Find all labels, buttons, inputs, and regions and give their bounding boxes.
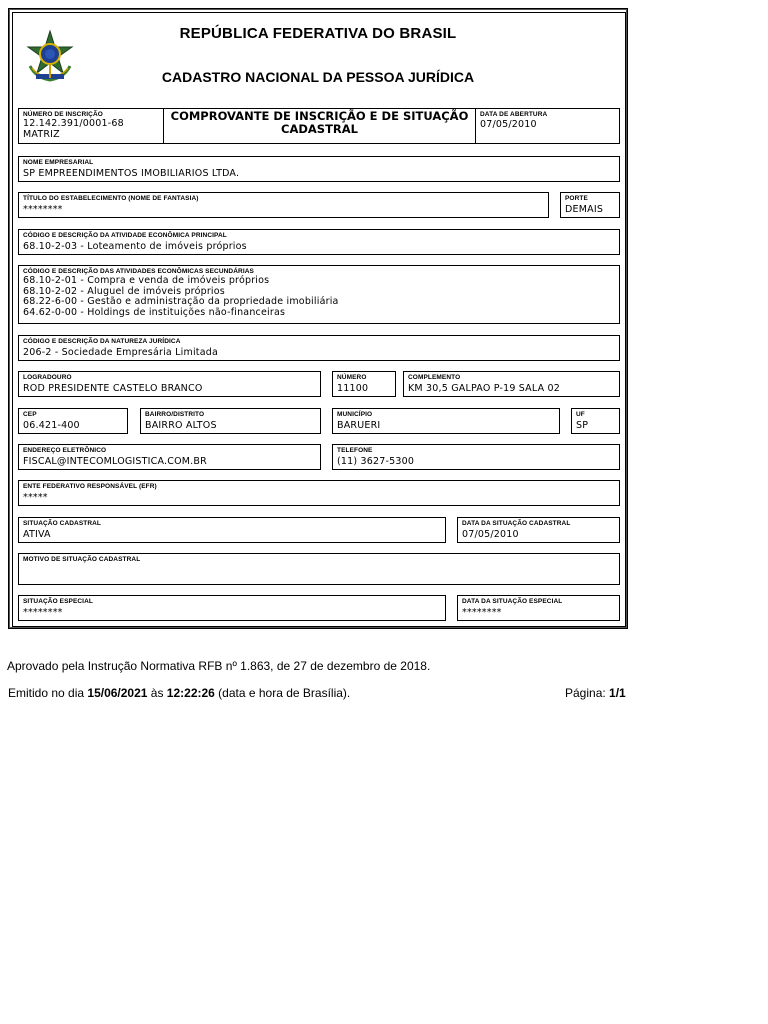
comprovante-box <box>163 108 476 144</box>
data-situacao-label: DATA DA SITUAÇÃO CADASTRAL <box>462 520 571 527</box>
matriz-value: MATRIZ <box>23 128 60 140</box>
bairro-box <box>140 408 321 434</box>
page-prefix: Página: <box>565 686 610 700</box>
complemento-box <box>403 371 620 397</box>
logradouro-value: ROD PRESIDENTE CASTELO BRANCO <box>23 383 203 394</box>
registry-title: CADASTRO NACIONAL DA PESSOA JURÍDICA <box>161 69 475 85</box>
atividade-principal-label: CÓDIGO E DESCRIÇÃO DA ATIVIDADE ECONÔMICA PRINCIPAL <box>23 232 227 239</box>
uf-value: SP <box>576 420 589 431</box>
emission-mid: às <box>147 686 167 700</box>
nome-empresarial-label: NOME EMPRESARIAL <box>23 159 94 166</box>
nome-empresarial-value: SP EMPREENDIMENTOS IMOBILIARIOS LTDA. <box>23 168 240 179</box>
natureza-juridica-value: 206-2 - Sociedade Empresária Limitada <box>23 347 218 358</box>
atividade-secundaria-item: 68.22-6-00 - Gestão e administração da propriedade imobiliária <box>23 296 339 307</box>
situacao-label: SITUAÇÃO CADASTRAL <box>23 520 101 527</box>
numero-inscricao-box <box>18 108 164 144</box>
logradouro-label: LOGRADOURO <box>23 374 72 381</box>
atividade-secundaria-item: 68.10-2-02 - Aluguel de imóveis próprios <box>23 285 225 297</box>
nome-empresarial-box <box>18 156 620 182</box>
emission-time: 12:22:26 <box>166 686 215 700</box>
bairro-label: BAIRRO/DISTRITO <box>145 411 205 418</box>
data-situacao-especial-value: ******** <box>462 607 502 618</box>
telefone-value: (11) 3627-5300 <box>337 456 415 467</box>
cep-label: CEP <box>23 411 37 418</box>
uf-box <box>571 408 620 434</box>
cep-box <box>18 408 128 434</box>
page-value: 1/1 <box>609 686 626 700</box>
emission-date: 15/06/2021 <box>87 686 148 700</box>
situacao-value: ATIVA <box>23 529 51 540</box>
emission-info <box>8 686 350 700</box>
bairro-value: BAIRRO ALTOS <box>145 420 217 431</box>
approval-note: Aprovado pela Instrução Normativa RFB nº 1.863, de 27 de dezembro de 2018. <box>7 659 431 673</box>
complemento-label: COMPLEMENTO <box>408 374 461 381</box>
atividade-principal-value: 68.10-2-03 - Loteamento de imóveis próprios <box>23 241 247 252</box>
situacao-box <box>18 517 446 543</box>
email-value: FISCAL@INTECOMLOGISTICA.COM.BR <box>23 456 207 467</box>
numero-inscricao-label: NÚMERO DE INSCRIÇÃO <box>23 111 103 118</box>
comprovante-title-line2: CADASTRAL <box>281 122 358 136</box>
atividades-secundarias-label: CÓDIGO E DESCRIÇÃO DAS ATIVIDADES ECONÔMICAS SECUNDÁRIAS <box>23 268 254 275</box>
motivo-box <box>18 553 620 585</box>
data-situacao-box <box>457 517 620 543</box>
country-title: REPÚBLICA FEDERATIVA DO BRASIL <box>179 25 457 42</box>
data-situacao-especial-box <box>457 595 620 621</box>
data-abertura-box <box>475 108 620 144</box>
natureza-juridica-box <box>18 335 620 361</box>
municipio-box <box>332 408 560 434</box>
numero-inscricao-value: 12.142.391/0001-68 <box>23 118 124 129</box>
comprovante-title-line1: COMPROVANTE DE INSCRIÇÃO E DE SITUAÇÃO <box>170 109 469 123</box>
porte-value: DEMAIS <box>565 204 604 215</box>
atividade-principal-box <box>18 229 620 255</box>
efr-label: ENTE FEDERATIVO RESPONSÁVEL (EFR) <box>23 483 157 490</box>
municipio-value: BARUERI <box>337 420 381 431</box>
email-label: ENDEREÇO ELETRÔNICO <box>23 447 107 454</box>
efr-value: ***** <box>23 492 48 503</box>
efr-box <box>18 480 620 506</box>
municipio-label: MUNICÍPIO <box>337 411 373 418</box>
situacao-especial-label: SITUAÇÃO ESPECIAL <box>23 598 93 605</box>
titulo-box <box>18 192 549 218</box>
emission-suffix: (data e hora de Brasília). <box>214 686 351 700</box>
atividade-secundaria-item: 64.62-0-00 - Holdings de instituições não-financeiras <box>23 306 286 318</box>
porte-label: PORTE <box>565 195 588 202</box>
data-abertura-value: 07/05/2010 <box>480 119 537 130</box>
numero-label: NÚMERO <box>337 374 367 381</box>
logradouro-box <box>18 371 321 397</box>
email-box <box>18 444 321 470</box>
numero-value: 11100 <box>337 383 369 394</box>
complemento-value: KM 30,5 GALPAO P-19 SALA 02 <box>408 383 561 394</box>
titulo-label: TÍTULO DO ESTABELECIMENTO (NOME DE FANTASIA) <box>23 195 199 202</box>
data-abertura-label: DATA DE ABERTURA <box>480 111 548 118</box>
situacao-especial-value: ******** <box>23 607 63 618</box>
numero-box <box>332 371 396 397</box>
situacao-especial-box <box>18 595 446 621</box>
emission-prefix: Emitido no dia <box>8 686 88 700</box>
atividade-secundaria-item: 68.10-2-01 - Compra e venda de imóveis próprios <box>23 275 270 286</box>
uf-label: UF <box>576 411 585 418</box>
titulo-value: ******** <box>23 204 63 215</box>
data-situacao-value: 07/05/2010 <box>462 529 519 540</box>
porte-box <box>560 192 620 218</box>
cep-value: 06.421-400 <box>23 420 80 431</box>
data-situacao-especial-label: DATA DA SITUAÇÃO ESPECIAL <box>462 598 563 605</box>
telefone-box <box>332 444 620 470</box>
page-number <box>565 686 626 700</box>
motivo-label: MOTIVO DE SITUAÇÃO CADASTRAL <box>23 556 141 563</box>
natureza-juridica-label: CÓDIGO E DESCRIÇÃO DA NATUREZA JURÍDICA <box>23 338 181 345</box>
atividades-secundarias-box <box>18 265 620 324</box>
telefone-label: TELEFONE <box>337 447 373 454</box>
